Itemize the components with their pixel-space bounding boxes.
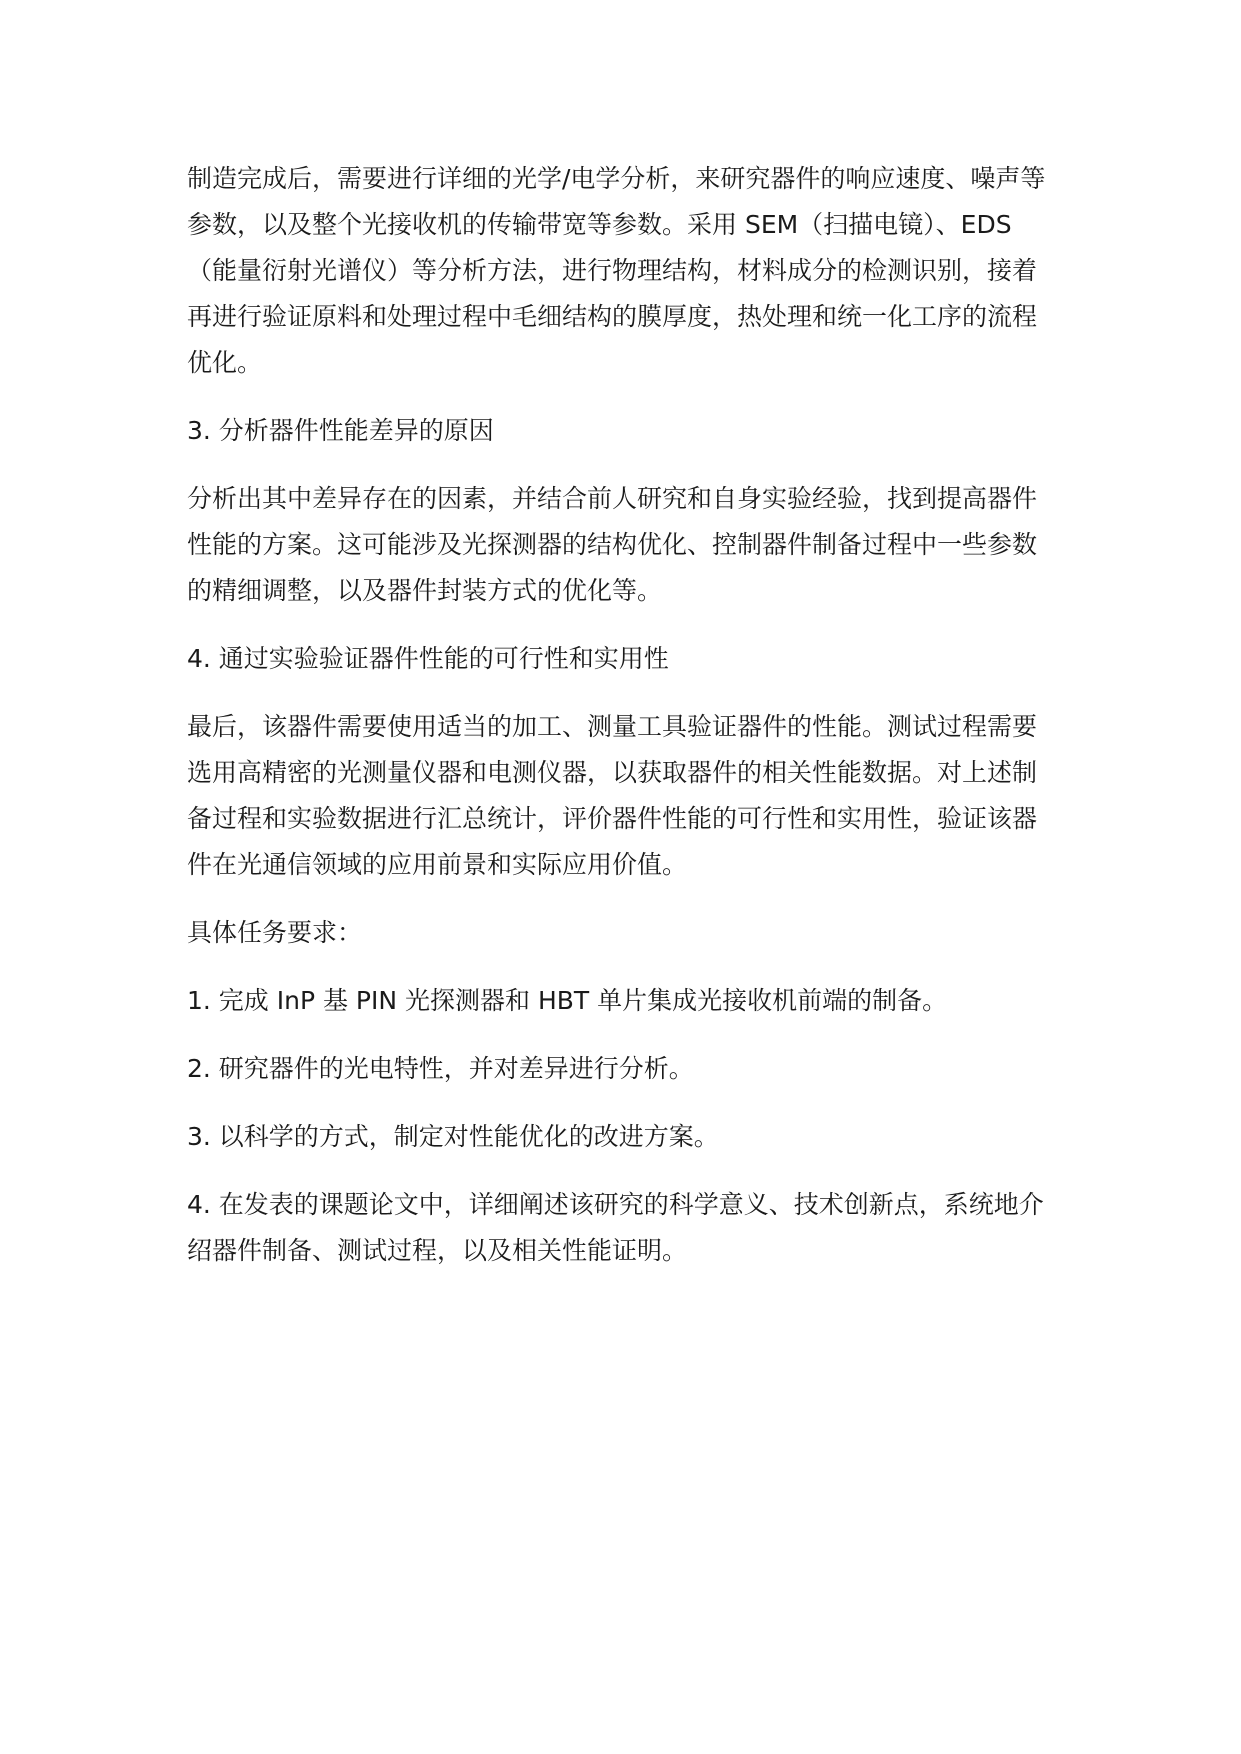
task-item-4: 4. 在发表的课题论文中，详细阐述该研究的科学意义、技术创新点，系统地介绍器件制备、测试过程，以及相关性能证明。 — [187, 1190, 1044, 1265]
task-item-1: 1. 完成 InP 基 PIN 光探测器和 HBT 单片集成光接收机前端的制备。 — [187, 986, 948, 1015]
section-heading-4: 4. 通过实验验证器件性能的可行性和实用性 — [187, 644, 669, 673]
document-body — [187, 156, 1057, 1296]
section-heading-3: 3. 分析器件性能差异的原因 — [187, 416, 494, 445]
task-item-2: 2. 研究器件的光电特性，并对差异进行分析。 — [187, 1054, 694, 1083]
paragraph-analysis-methods: 制造完成后，需要进行详细的光学/电学分析，来研究器件的响应速度、噪声等参数，以及整个光接收机的传输带宽等参数。采用 SEM（扫描电镜）、EDS（能量衍射光谱仪）等分析方法，进行物理结构，材料成分的检测识别，接着再进行验证原料和处理过程中毛细结构的膜厚度，热处理和统一化工序的流程优化。 — [187, 164, 1046, 377]
task-requirements-heading: 具体任务要求： — [187, 918, 363, 947]
paragraph-difference-factors: 分析出其中差异存在的因素，并结合前人研究和自身实验经验，找到提高器件性能的方案。这可能涉及光探测器的结构优化、控制器件制备过程中一些参数的精细调整，以及器件封装方式的优化等。 — [187, 484, 1038, 605]
task-item-3: 3. 以科学的方式，制定对性能优化的改进方案。 — [187, 1122, 719, 1151]
paragraph-verification: 最后，该器件需要使用适当的加工、测量工具验证器件的性能。测试过程需要选用高精密的光测量仪器和电测仪器，以获取器件的相关性能数据。对上述制备过程和实验数据进行汇总统计，评价器件性能的可行性和实用性，验证该器件在光通信领域的应用前景和实际应用价值。 — [187, 712, 1038, 879]
